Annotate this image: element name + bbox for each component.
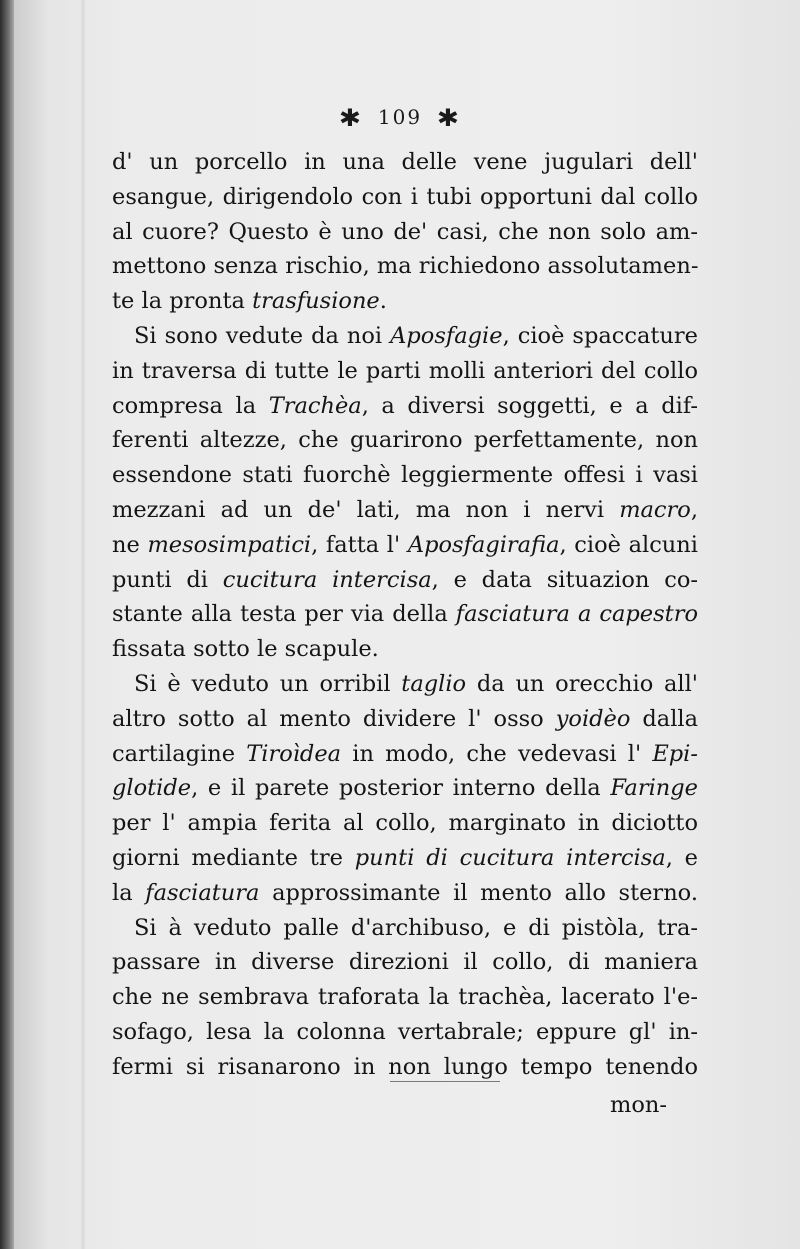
text-run: dalla (630, 705, 699, 732)
text-line (112, 423, 698, 458)
bottom-rule (390, 1081, 500, 1082)
text-line (112, 1015, 698, 1050)
italic-term: Aposfagirafia (407, 531, 560, 558)
text-run: approssimante il mento allo sterno. (259, 879, 698, 906)
italic-term: glotide (112, 775, 192, 802)
italic-term: Tiroìdea (246, 740, 342, 767)
text-line (112, 180, 698, 215)
text-run: essendone stati fuorchè leggiermente offesi i vasi (112, 462, 698, 489)
text-run: ne (112, 531, 148, 558)
text-run: in modo, che vedevasi l' (341, 740, 653, 767)
italic-term: Epi- (652, 740, 698, 767)
text-line (112, 737, 698, 772)
text-run: Si à veduto palle d'archibuso, e di pistòla, tra- (134, 914, 698, 941)
italic-term: fasciatura a capestro (455, 601, 699, 628)
text-run: passare in diverse direzioni il collo, di maniera (112, 949, 698, 976)
italic-term: punti di cucitura intercisa (354, 844, 666, 871)
text-line (112, 528, 698, 563)
text-run: , e (665, 844, 699, 871)
italic-term: Trachèa (268, 392, 362, 419)
text-run: , e il parete posterior interno della (191, 775, 611, 802)
text-line (112, 563, 698, 598)
text-run: che ne sembrava traforata la trachèa, lacerato l'e- (112, 984, 698, 1011)
page-crease (80, 0, 86, 1249)
ornament-left-icon: ✱ (338, 104, 364, 132)
italic-term: mesosimpatici (147, 531, 312, 558)
text-line (112, 1050, 698, 1085)
italic-term: yoidèo (555, 705, 631, 732)
text-line (112, 876, 698, 911)
italic-term: cucitura intercisa (222, 566, 432, 593)
italic-term: taglio (401, 670, 467, 697)
text-line (112, 841, 698, 876)
text-line (112, 632, 698, 667)
text-run: , e data situazion co- (431, 566, 698, 593)
text-line (112, 215, 698, 250)
text-line (112, 319, 698, 354)
text-run: in traversa di tutte le parti molli anteriori del collo (112, 357, 698, 384)
text-line (112, 354, 698, 389)
text-line (112, 284, 698, 319)
body-text (112, 145, 698, 1085)
text-line (112, 806, 698, 841)
text-run: te la pronta (112, 288, 253, 315)
text-run: stante alla testa per via della (112, 601, 456, 628)
text-run: esangue, dirigendolo con i tubi opportuni dal collo (112, 183, 698, 210)
text-run: fermi si risanarono in non lungo tempo tenendo (112, 1053, 698, 1080)
text-line (112, 145, 698, 180)
text-run: altro sotto al mento dividere l' osso (112, 705, 556, 732)
text-run: punti di (112, 566, 223, 593)
text-run: fissata sotto le scapule. (112, 636, 379, 663)
text-line (112, 389, 698, 424)
text-line (112, 945, 698, 980)
italic-term: Aposfagie (390, 322, 503, 349)
italic-term: fasciatura (145, 879, 260, 906)
text-run: Si è veduto un orribil (134, 670, 402, 697)
text-run: , cioè spaccature (502, 322, 698, 349)
text-line (112, 667, 698, 702)
text-line (112, 493, 698, 528)
text-line (112, 458, 698, 493)
book-gutter (0, 0, 14, 1249)
text-run: , fatta l' (311, 531, 408, 558)
text-line (112, 249, 698, 284)
text-line (112, 702, 698, 737)
text-run: . (379, 288, 387, 315)
text-run: d' un porcello in una delle vene jugulari dell' (112, 149, 698, 175)
text-run: mezzani ad un de' lati, ma non i nervi (112, 496, 620, 523)
page-number: 109 (377, 105, 423, 129)
text-run: compresa la (112, 392, 269, 419)
text-run: per l' ampia ferita al collo, marginato in diciotto (112, 810, 698, 837)
ornament-right-icon: ✱ (436, 104, 462, 132)
text-run: al cuore? Questo è uno de' casi, che non solo am- (112, 218, 698, 245)
catchword: mon- (610, 1092, 667, 1118)
text-run: mettono senza rischio, ma richiedono assolutamen- (112, 253, 699, 280)
text-run: ferenti altezze, che guarirono perfettamente, non (112, 427, 698, 454)
text-line (112, 771, 698, 806)
text-run: giorni mediante tre (112, 844, 355, 871)
italic-term: Faringe (610, 775, 698, 802)
text-run: Si sono vedute da noi (134, 322, 391, 349)
text-run: la (112, 879, 146, 906)
italic-term: macro (619, 496, 691, 523)
text-run: , cioè alcuni (559, 531, 698, 558)
text-run: sofago, lesa la colonna vertabrale; eppure gl' in- (112, 1018, 698, 1045)
page-header (0, 103, 800, 132)
text-line (112, 597, 698, 632)
text-run: cartilagine (112, 740, 247, 767)
text-run: , (690, 496, 698, 523)
text-run: , a diversi soggetti, e a dif- (361, 392, 698, 419)
text-line (112, 980, 698, 1015)
text-run: da un orecchio all' (466, 670, 698, 697)
italic-term: trasfusione (252, 288, 380, 315)
text-line (112, 911, 698, 946)
